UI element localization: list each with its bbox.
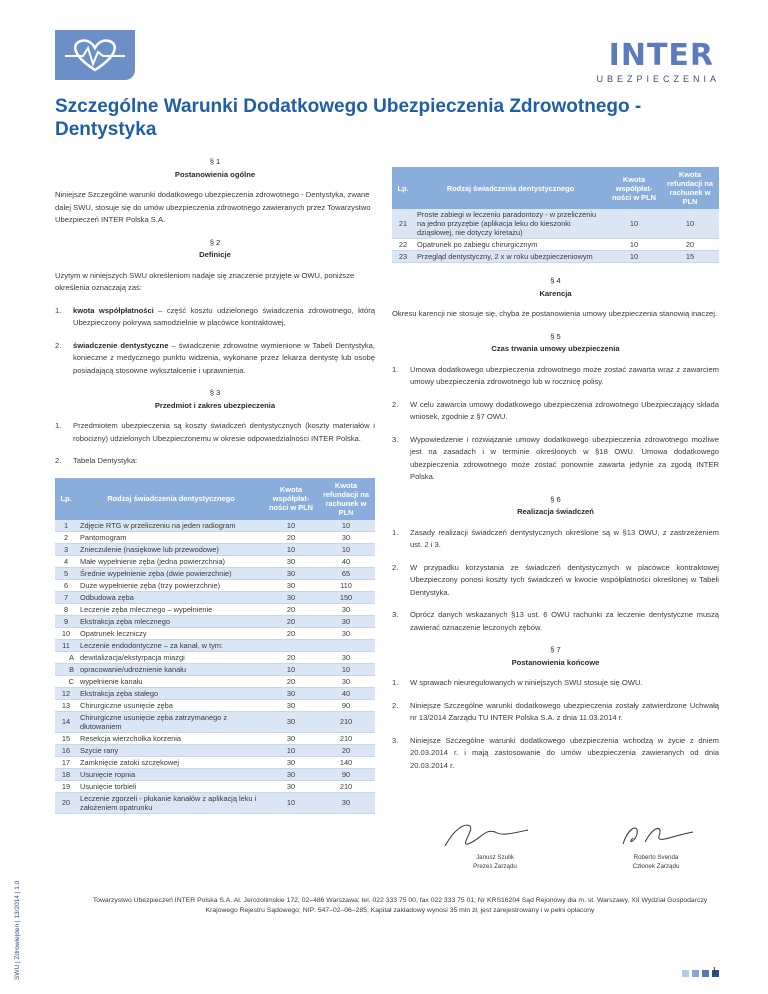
cell-kw: 10 xyxy=(607,239,661,251)
cell-kr: 40 xyxy=(317,687,375,699)
cell-lp: 7 xyxy=(55,591,77,603)
cell-name: Duże wypełnienie zęba (trzy powierzchnie) xyxy=(77,579,265,591)
table-row xyxy=(55,531,375,543)
cell-kw: 30 xyxy=(265,579,317,591)
side-code: SWU | Zdrowie|den | 13/2014 | 1.0 xyxy=(14,880,21,980)
th-kw: Kwota współpłat-ności w PLN xyxy=(607,167,661,209)
cell-lp: 8 xyxy=(55,603,77,615)
cell-kw: 30 xyxy=(265,768,317,780)
cell-kw: 10 xyxy=(265,792,317,813)
th-name: Rodzaj świadczenia dentystycznego xyxy=(77,478,265,520)
cell-name: Resekcja wierzchołka korzenia xyxy=(77,732,265,744)
cell-lp: 3 xyxy=(55,543,77,555)
footer: Towarzystwo Ubezpieczeń INTER Polska S.A. Al. Jerozolimskie 172, 02–486 Warszawa; tel. 022 333 75 00, fax 022 333 75 01; Nr KRS16204 Sąd Rejonowy dla m. st. Warszawy, XII Wydział Gospodarczy Krajowego Rejestru Sądowego; NIP: 547–02–06–285; Kapitał zakładowy wynosi 35 mln zł, jest zarejestrowany i w pełni opłacony xyxy=(92,897,708,914)
cell-name: Zamknięcie zatoki szczękowej xyxy=(77,756,265,768)
right-column xyxy=(392,167,719,782)
cell-kw: 30 xyxy=(265,756,317,768)
section-heading: § 5 Czas trwania umowy ubezpieczenia xyxy=(491,331,620,353)
table-row xyxy=(55,591,375,603)
cell-kr: 20 xyxy=(317,744,375,756)
table-row xyxy=(55,675,375,687)
list-item: 2. W celu zawarcia umowy dodatkowego ubezpieczenia zdrowotnego Ubezpieczający składa wniosek, zgodnie z §7 OWU. xyxy=(392,399,719,421)
th-kr: Kwota refundacji na rachunek w PLN xyxy=(661,167,719,209)
cell-kr: 30 xyxy=(317,627,375,639)
left-column xyxy=(55,152,375,814)
cell-kr: 90 xyxy=(317,768,375,780)
cell-kr: 10 xyxy=(317,543,375,555)
cell-kr: 40 xyxy=(317,555,375,567)
cell-lp: 19 xyxy=(55,780,77,792)
section-heading: § 1 Postanowienia ogólne xyxy=(174,157,256,179)
table-row xyxy=(55,615,375,627)
cell-lp: 12 xyxy=(55,687,77,699)
cell-kr: 10 xyxy=(317,520,375,532)
cell-kr: 210 xyxy=(317,711,375,732)
logo-badge xyxy=(55,30,135,80)
section-heading: § 7 Postanowienia końcowe xyxy=(511,645,600,667)
th-kw: Kwota współpłat-ności w PLN xyxy=(265,478,317,520)
cell-kw: 20 xyxy=(265,603,317,615)
cell-lp: 20 xyxy=(55,792,77,813)
table-row xyxy=(55,744,375,756)
cell-kw: 30 xyxy=(265,711,317,732)
cell-kw: 10 xyxy=(265,520,317,532)
cell-lp: 16 xyxy=(55,744,77,756)
list-item: 3. Oprócz danych wskazanych §13 ust. 6 OWU rachunki za leczenie dentystyczne muszą zawierać oznaczenie leczonych zębów. xyxy=(392,610,719,632)
table-row xyxy=(55,520,375,532)
cell-name: Ekstrakcja zęba stałego xyxy=(77,687,265,699)
table-row xyxy=(392,239,719,251)
cell-kw: 10 xyxy=(265,744,317,756)
cell-kw: 20 xyxy=(265,651,317,663)
cell-kw: 10 xyxy=(607,251,661,263)
cell-kw: 30 xyxy=(265,732,317,744)
cell-name: Chirurgiczne usunięcie zęba xyxy=(77,699,265,711)
table-row xyxy=(55,651,375,663)
cell-lp: A xyxy=(55,651,77,663)
table-row xyxy=(55,687,375,699)
cell-name: Usunięcie torbieli xyxy=(77,780,265,792)
page-title: Szczególne Warunki Dodatkowego Ubezpieczenia Zdrowotnego - Dentystyka xyxy=(55,96,642,140)
paragraph: Użytym w niniejszych SWU określeniom nadaje się znaczenie przyjęte w OWU, poniższe określenia oznaczają zaś: xyxy=(55,270,355,292)
section-heading: § 4 Karencja xyxy=(539,276,572,298)
cell-name: wypełnienie kanału xyxy=(77,675,265,687)
table-row xyxy=(392,251,719,263)
cell-name: dewitalizacja/ekstyrpacja miazgi xyxy=(77,651,265,663)
list-item: 2. Tabela Dentystyka: xyxy=(55,456,138,465)
section-heading: § 2 Definicje xyxy=(199,237,231,259)
table-row xyxy=(55,732,375,744)
cell-name: Pantomogram xyxy=(77,531,265,543)
cell-kw: 30 xyxy=(265,555,317,567)
cell-lp: 17 xyxy=(55,756,77,768)
cell-kr: 210 xyxy=(317,732,375,744)
paragraph: Okresu karencji nie stosuje się, chyba że postanowienia umowy ubezpieczenia stanowią inaczej. xyxy=(392,309,718,318)
brand-logo xyxy=(560,40,720,84)
cell-name: Leczenie zęba mlecznego – wypełnienie xyxy=(77,603,265,615)
th-kr: Kwota refundacji na rachunek w PLN xyxy=(317,478,375,520)
cell-name: Znieczulenie (nasiękowe lub przewodowe) xyxy=(77,543,265,555)
cell-lp: 21 xyxy=(392,209,414,239)
th-lp: Lp. xyxy=(392,167,414,209)
list-item: 1. Umowa dodatkowego ubezpieczenia zdrowotnego może zostać zawarta wraz z zawarciem umowy ubezpieczenia zdrowotnego lub w rocznicę polisy. xyxy=(392,364,719,386)
cell-kr: 90 xyxy=(317,699,375,711)
cell-kw: 10 xyxy=(265,543,317,555)
list-item: 3. Wypowiedzenie i rozwiązanie umowy dodatkowego ubezpieczenia zdrowotnego możliwe jest na zasadach i w terminie określonych w §18 OWU. Umowa dodatkowego ubezpieczenia zdrowotnego może zostać ponownie zawarta jedynie za zgodą INTER Polska. xyxy=(392,434,719,481)
section-heading: § 6 Realizacja świadczeń xyxy=(517,494,594,516)
cell-lp: 18 xyxy=(55,768,77,780)
cell-kw: 30 xyxy=(265,699,317,711)
table-row xyxy=(55,699,375,711)
list-item: 3. Niniejsze Szczególne warunki dodatkowego ubezpieczenia wchodzą w życie z dniem 20.03.2014 r. i mają zastosowanie do umów ubezpieczenia zawieranych od dnia 20.03.2014 r. xyxy=(392,735,719,770)
cell-lp: 13 xyxy=(55,699,77,711)
table-row xyxy=(55,663,375,675)
cell-lp: 10 xyxy=(55,627,77,639)
cell-kr: 30 xyxy=(317,675,375,687)
cell-name: Usunięcie ropnia xyxy=(77,768,265,780)
table-row xyxy=(55,603,375,615)
cell-kr: 30 xyxy=(317,651,375,663)
cell-kw: 30 xyxy=(265,687,317,699)
cell-kr: 110 xyxy=(317,579,375,591)
cell-name: Szycie rany xyxy=(77,744,265,756)
table-row xyxy=(55,555,375,567)
cell-lp: 4 xyxy=(55,555,77,567)
cell-name: Ekstrakcja zęba mlecznego xyxy=(77,615,265,627)
cell-kw: 10 xyxy=(607,209,661,239)
brand-word: INTER xyxy=(608,38,714,73)
list-item: 1. Przedmiotem ubezpieczenia są koszty świadczeń dentystycznych (koszty materiałów i robocizny) udzielonych Ubezpieczonemu w okresie odpowiedzialności INTER Polska. xyxy=(55,421,375,443)
cell-kr: 210 xyxy=(317,780,375,792)
cell-name: Leczenie zgorzeli - płukanie kanałów z aplikacją leku i założeniem opatrunku xyxy=(77,792,265,813)
cell-kw: 30 xyxy=(265,591,317,603)
table-row xyxy=(392,209,719,239)
cell-kr: 140 xyxy=(317,756,375,768)
cell-kw: 20 xyxy=(265,675,317,687)
cell-kw: 20 xyxy=(265,627,317,639)
cell-kr: 10 xyxy=(317,663,375,675)
cell-name: Małe wypełnienie zęba (jedna powierzchnia) xyxy=(77,555,265,567)
cell-lp: B xyxy=(55,663,77,675)
section-heading: § 3 Przedmiot i zakres ubezpieczenia xyxy=(154,388,276,410)
cell-lp: 2 xyxy=(55,531,77,543)
cell-lp: 5 xyxy=(55,567,77,579)
list-item: 2. świadczenie dentystyczne – świadczenie zdrowotne wymienione w Tabeli Dentystyka, konieczne z medycznego punktu widzenia, wykonane przez lekarza dentystę lub osobę posiadającą stosowne wykształcenie i uprawnienia. xyxy=(55,340,375,375)
list-item: 1. kwota współpłatności – część kosztu udzielonego świadczenia zdrowotnego, którą Ubezpieczony pokrywa samodzielnie w placówce kontraktowej, xyxy=(55,305,375,327)
cell-name: Chirurgiczne usunięcie zęba zatrzymanego z dłutowaniem xyxy=(77,711,265,732)
cell-kw xyxy=(265,639,317,651)
table-row xyxy=(55,792,375,813)
cell-kr: 20 xyxy=(661,239,719,251)
cell-kw: 30 xyxy=(265,567,317,579)
signature-2 xyxy=(615,818,695,852)
cell-name: Proste zabiegi w leczeniu paradontozy - w przeliczeniu na jedno przyzębie (aplikacja leku do kieszonki dziąsłowej, nie dotyczy kiretażu) xyxy=(414,209,607,239)
dental-table-continued xyxy=(392,167,719,263)
cell-kw: 20 xyxy=(265,615,317,627)
cell-kr: 15 xyxy=(661,251,719,263)
cell-kw: 10 xyxy=(265,663,317,675)
cell-name: Przegląd dentystyczny, 2 x w roku ubezpieczeniowym xyxy=(414,251,607,263)
cell-name: Opatrunek po zabiegu chirurgicznym xyxy=(414,239,607,251)
cell-kr: 30 xyxy=(317,615,375,627)
cell-lp: 6 xyxy=(55,579,77,591)
cell-lp: C xyxy=(55,675,77,687)
signature-1 xyxy=(440,818,530,852)
cell-kw: 20 xyxy=(265,531,317,543)
table-row xyxy=(55,567,375,579)
list-item: 1. W sprawach nieuregulowanych w niniejszych SWU stosuje się OWU. xyxy=(392,678,643,687)
cell-lp: 14 xyxy=(55,711,77,732)
list-item: 2. Niniejsze Szczególne warunki dodatkowego ubezpieczenia zostały zatwierdzone Uchwałą nr 13/2014 Zarządu TU INTER Polska S.A. z dnia 11.03.2014 r. xyxy=(392,700,719,722)
cell-lp: 9 xyxy=(55,615,77,627)
cell-name: Odbudowa zęba xyxy=(77,591,265,603)
cell-name: Zdjęcie RTG w przeliczeniu na jeden radiogram xyxy=(77,520,265,532)
cell-kr: 10 xyxy=(661,209,719,239)
brand-sub: UBEZPIECZENIA xyxy=(596,74,720,84)
table-row xyxy=(55,639,375,651)
table-row xyxy=(55,711,375,732)
list-item: 1. Zasady realizacji świadczeń dentystycznych określone są w §13 OWU, z zastrzeżeniem ust. 2 i 3. xyxy=(392,527,719,549)
cell-kw: 30 xyxy=(265,780,317,792)
heart-pulse-icon xyxy=(63,36,127,74)
signatory-2: Roberto Svenda Członek Zarządu xyxy=(632,854,680,870)
cell-name: opracowanie/udrożnienie kanału xyxy=(77,663,265,675)
table-row xyxy=(55,780,375,792)
table-row xyxy=(55,756,375,768)
cell-kr: 65 xyxy=(317,567,375,579)
cell-name: Leczenie endodontyczne – za kanał, w tym: xyxy=(77,639,265,651)
page-number: 1 xyxy=(712,966,717,977)
table-row xyxy=(55,543,375,555)
cell-kr: 30 xyxy=(317,603,375,615)
cell-lp: 22 xyxy=(392,239,414,251)
list-item: 2. W przypadku korzystania ze świadczeń dentystycznych w placówce kontraktowej Ubezpieczony ponosi koszty tych świadczeń w kwocie współpłatności określonej w Tabeli Dentystyka. xyxy=(392,562,719,597)
cell-lp: 1 xyxy=(55,520,77,532)
cell-lp: 23 xyxy=(392,251,414,263)
table-row xyxy=(55,579,375,591)
th-lp: Lp. xyxy=(55,478,77,520)
table-row xyxy=(55,627,375,639)
cell-name: Opatrunek leczniczy xyxy=(77,627,265,639)
th-name: Rodzaj świadczenia dentystycznego xyxy=(414,167,607,209)
cell-name: Średnie wypełnienie zęba (dwie powierzchnie) xyxy=(77,567,265,579)
signatory-1: Janusz Szulik Prezes Zarządu xyxy=(473,854,517,870)
paragraph: Niniejsze Szczególne warunki dodatkowego ubezpieczenia zdrowotnego - Dentystyka, zwane dalej SWU, stosuje się do umów ubezpieczenia zdrowotnego zawieranych przez Towarzystwo Ubezpieczeń INTER Polska S.A. xyxy=(55,190,371,224)
cell-kr: 30 xyxy=(317,792,375,813)
dental-table xyxy=(55,478,375,814)
cell-kr: 150 xyxy=(317,591,375,603)
cell-kr: 30 xyxy=(317,531,375,543)
cell-lp: 11 xyxy=(55,639,77,651)
cell-lp: 15 xyxy=(55,732,77,744)
cell-kr xyxy=(317,639,375,651)
table-row xyxy=(55,768,375,780)
